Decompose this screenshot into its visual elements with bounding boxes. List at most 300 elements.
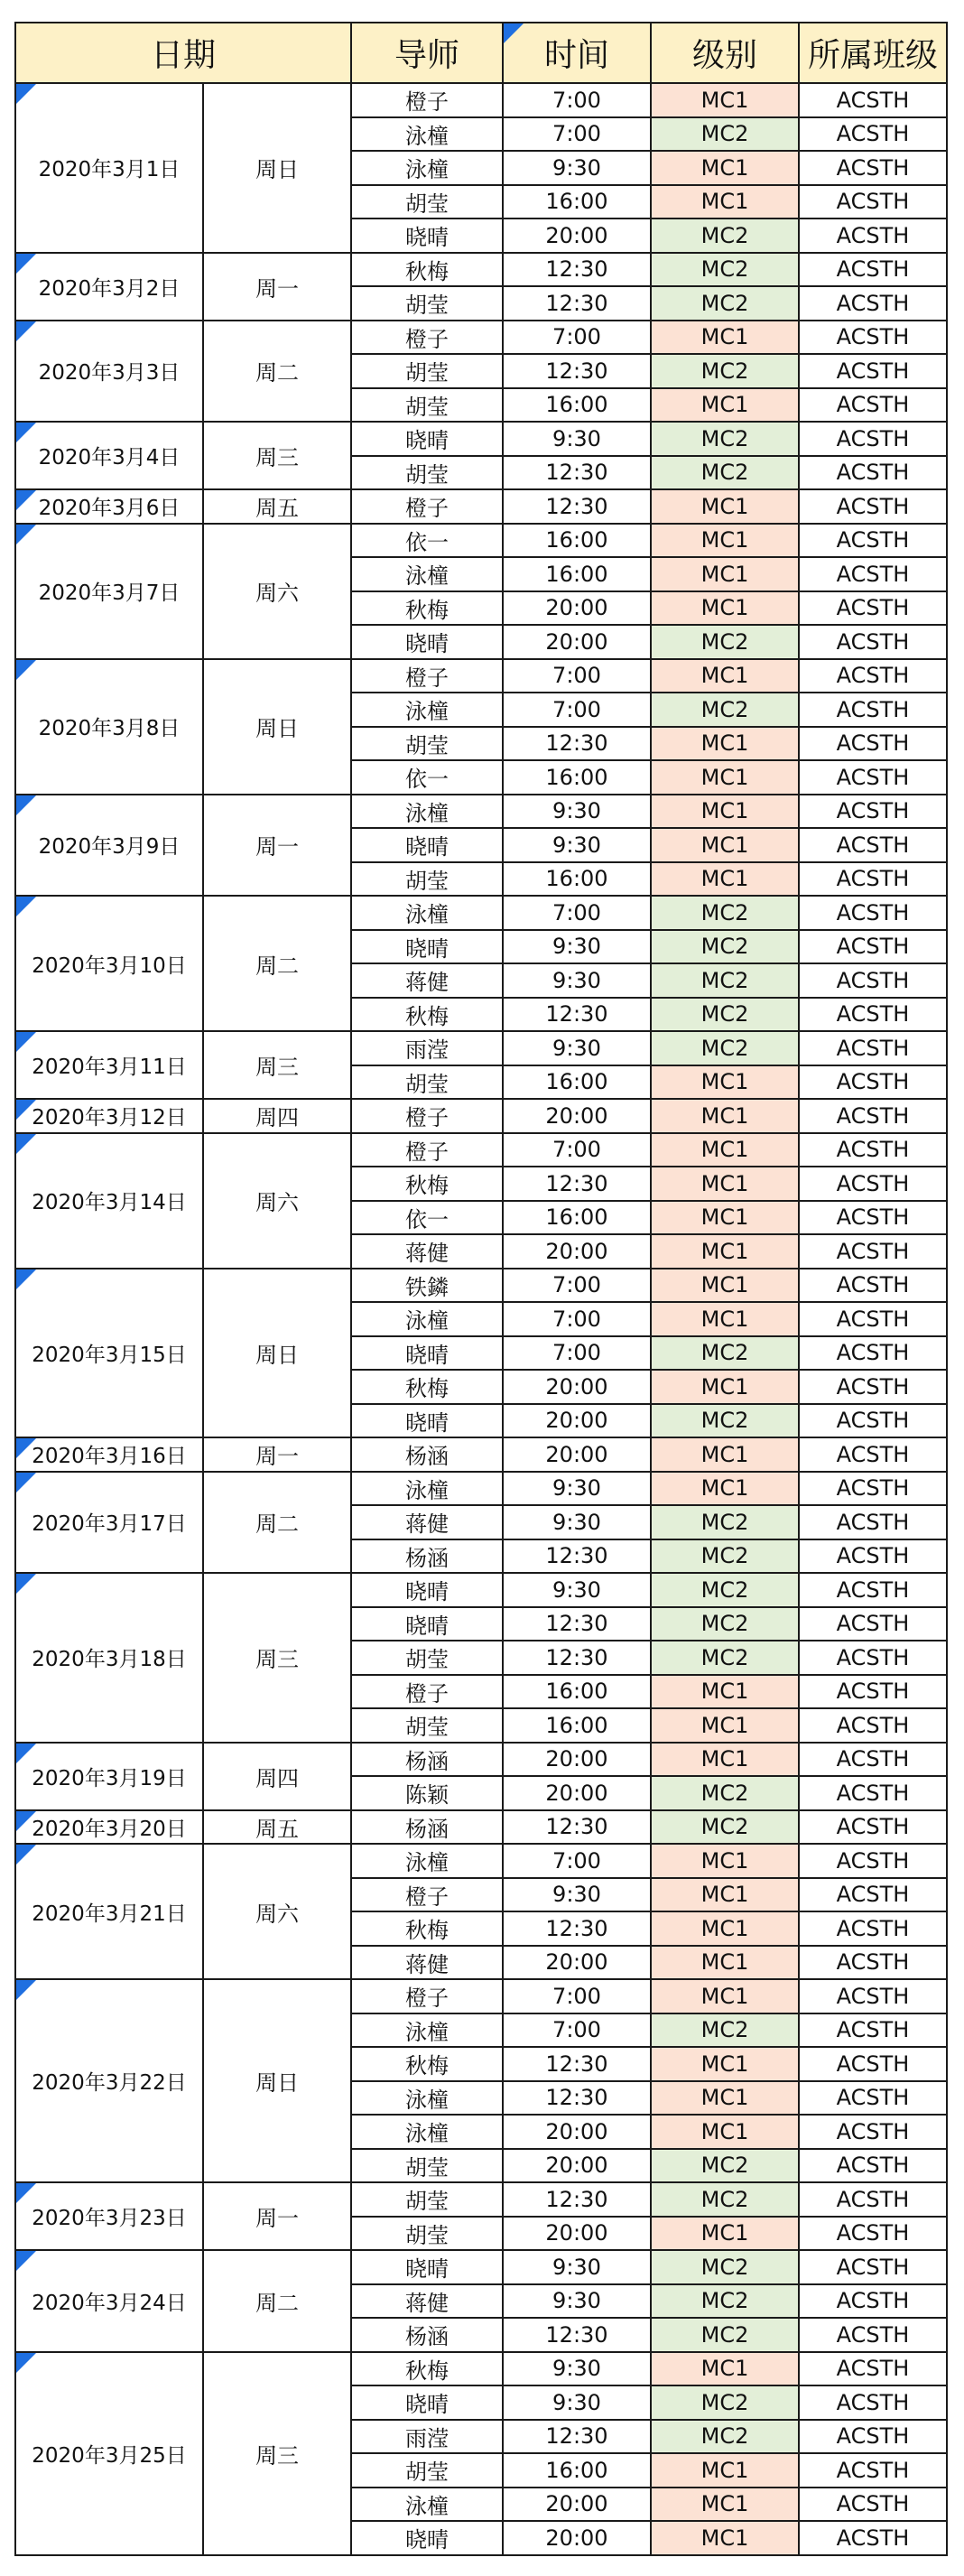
date-cell[interactable]: 2020年3月14日: [15, 1133, 203, 1269]
level-cell[interactable]: MC1: [651, 1743, 799, 1777]
weekday-cell[interactable]: 周二: [203, 896, 351, 1031]
time-cell[interactable]: 12:30: [503, 286, 651, 321]
time-cell[interactable]: 16:00: [503, 524, 651, 558]
time-cell[interactable]: 12:30: [503, 2047, 651, 2081]
level-cell[interactable]: MC2: [651, 625, 799, 659]
tutor-cell[interactable]: 杨涵: [351, 1743, 503, 1777]
tutor-cell[interactable]: 杨涵: [351, 1810, 503, 1845]
weekday-cell[interactable]: 周六: [203, 1133, 351, 1269]
tutor-cell[interactable]: 晓晴: [351, 930, 503, 964]
weekday-cell[interactable]: 周一: [203, 2182, 351, 2250]
time-cell[interactable]: 20:00: [503, 591, 651, 626]
tutor-cell[interactable]: 胡莹: [351, 2217, 503, 2251]
tutor-cell[interactable]: 依一: [351, 760, 503, 795]
level-cell[interactable]: MC1: [651, 1472, 799, 1506]
class-cell[interactable]: ACSTH: [799, 1708, 947, 1743]
class-cell[interactable]: ACSTH: [799, 1370, 947, 1404]
level-cell[interactable]: MC2: [651, 456, 799, 490]
time-cell[interactable]: 12:30: [503, 1167, 651, 1201]
class-cell[interactable]: ACSTH: [799, 388, 947, 423]
time-cell[interactable]: 20:00: [503, 1099, 651, 1133]
class-cell[interactable]: ACSTH: [799, 2149, 947, 2183]
time-cell[interactable]: 16:00: [503, 557, 651, 591]
class-cell[interactable]: ACSTH: [799, 2453, 947, 2488]
class-cell[interactable]: ACSTH: [799, 2284, 947, 2319]
class-cell[interactable]: ACSTH: [799, 2217, 947, 2251]
date-cell[interactable]: 2020年3月10日: [15, 896, 203, 1031]
class-cell[interactable]: ACSTH: [799, 2420, 947, 2454]
time-cell[interactable]: 20:00: [503, 1743, 651, 1777]
level-cell[interactable]: MC2: [651, 1573, 799, 1607]
level-cell[interactable]: MC1: [651, 2352, 799, 2386]
class-cell[interactable]: ACSTH: [799, 2521, 947, 2555]
class-cell[interactable]: ACSTH: [799, 1336, 947, 1371]
tutor-cell[interactable]: 晓晴: [351, 2250, 503, 2284]
time-cell[interactable]: 12:30: [503, 1641, 651, 1675]
time-cell[interactable]: 12:30: [503, 1810, 651, 1845]
weekday-cell[interactable]: 周三: [203, 1573, 351, 1743]
weekday-cell[interactable]: 周六: [203, 524, 351, 659]
time-cell[interactable]: 20:00: [503, 1234, 651, 1269]
class-cell[interactable]: ACSTH: [799, 1911, 947, 1946]
time-cell[interactable]: 9:30: [503, 1472, 651, 1506]
time-cell[interactable]: 20:00: [503, 219, 651, 253]
tutor-cell[interactable]: 晓晴: [351, 828, 503, 862]
class-cell[interactable]: ACSTH: [799, 659, 947, 693]
class-cell[interactable]: ACSTH: [799, 828, 947, 862]
level-cell[interactable]: MC1: [651, 862, 799, 897]
time-cell[interactable]: 9:30: [503, 2250, 651, 2284]
class-cell[interactable]: ACSTH: [799, 2182, 947, 2217]
level-cell[interactable]: MC1: [651, 727, 799, 761]
class-cell[interactable]: ACSTH: [799, 1743, 947, 1777]
time-cell[interactable]: 16:00: [503, 760, 651, 795]
time-cell[interactable]: 7:00: [503, 1844, 651, 1878]
time-cell[interactable]: 9:30: [503, 2385, 651, 2420]
weekday-cell[interactable]: 周一: [203, 253, 351, 321]
tutor-cell[interactable]: 蒋健: [351, 2284, 503, 2319]
weekday-cell[interactable]: 周二: [203, 321, 351, 423]
tutor-cell[interactable]: 胡莹: [351, 1641, 503, 1675]
class-cell[interactable]: ACSTH: [799, 2013, 947, 2048]
tutor-cell[interactable]: 胡莹: [351, 286, 503, 321]
class-cell[interactable]: ACSTH: [799, 422, 947, 456]
weekday-cell[interactable]: 周日: [203, 1269, 351, 1438]
class-cell[interactable]: ACSTH: [799, 2047, 947, 2081]
level-cell[interactable]: MC1: [651, 591, 799, 626]
class-cell[interactable]: ACSTH: [799, 2352, 947, 2386]
time-cell[interactable]: 7:00: [503, 693, 651, 727]
time-cell[interactable]: 9:30: [503, 795, 651, 829]
tutor-cell[interactable]: 晓晴: [351, 422, 503, 456]
date-cell[interactable]: 2020年3月6日: [15, 489, 203, 524]
time-cell[interactable]: 9:30: [503, 2284, 651, 2319]
level-cell[interactable]: MC1: [651, 1302, 799, 1336]
class-cell[interactable]: ACSTH: [799, 591, 947, 626]
class-cell[interactable]: ACSTH: [799, 760, 947, 795]
level-cell[interactable]: MC2: [651, 117, 799, 152]
time-cell[interactable]: 20:00: [503, 1946, 651, 1980]
weekday-cell[interactable]: 周日: [203, 659, 351, 795]
class-cell[interactable]: ACSTH: [799, 1234, 947, 1269]
tutor-cell[interactable]: 秋梅: [351, 1370, 503, 1404]
level-cell[interactable]: MC2: [651, 2013, 799, 2048]
time-cell[interactable]: 9:30: [503, 828, 651, 862]
tutor-cell[interactable]: 晓晴: [351, 625, 503, 659]
tutor-cell[interactable]: 胡莹: [351, 2453, 503, 2488]
tutor-cell[interactable]: 晓晴: [351, 219, 503, 253]
class-cell[interactable]: ACSTH: [799, 1031, 947, 1065]
time-cell[interactable]: 20:00: [503, 2217, 651, 2251]
time-cell[interactable]: 16:00: [503, 1201, 651, 1235]
class-cell[interactable]: ACSTH: [799, 1641, 947, 1675]
tutor-cell[interactable]: 秋梅: [351, 591, 503, 626]
date-cell[interactable]: 2020年3月16日: [15, 1437, 203, 1472]
tutor-cell[interactable]: 依一: [351, 1201, 503, 1235]
date-cell[interactable]: 2020年3月17日: [15, 1472, 203, 1574]
tutor-cell[interactable]: 晓晴: [351, 2521, 503, 2555]
class-cell[interactable]: ACSTH: [799, 1878, 947, 1912]
weekday-cell[interactable]: 周二: [203, 1472, 351, 1574]
level-cell[interactable]: MC1: [651, 2488, 799, 2522]
class-cell[interactable]: ACSTH: [799, 489, 947, 524]
level-cell[interactable]: MC1: [651, 1437, 799, 1472]
time-cell[interactable]: 9:30: [503, 151, 651, 185]
tutor-cell[interactable]: 胡莹: [351, 1708, 503, 1743]
date-cell[interactable]: 2020年3月19日: [15, 1743, 203, 1810]
time-cell[interactable]: 16:00: [503, 1708, 651, 1743]
class-cell[interactable]: ACSTH: [799, 2081, 947, 2116]
level-cell[interactable]: MC2: [651, 1810, 799, 1845]
class-cell[interactable]: ACSTH: [799, 862, 947, 897]
tutor-cell[interactable]: 晓晴: [351, 1404, 503, 1438]
class-cell[interactable]: ACSTH: [799, 1573, 947, 1607]
date-cell[interactable]: 2020年3月21日: [15, 1844, 203, 1979]
tutor-cell[interactable]: 杨涵: [351, 1437, 503, 1472]
date-cell[interactable]: 2020年3月15日: [15, 1269, 203, 1438]
weekday-cell[interactable]: 周日: [203, 83, 351, 253]
class-cell[interactable]: ACSTH: [799, 151, 947, 185]
time-cell[interactable]: 16:00: [503, 388, 651, 423]
class-cell[interactable]: ACSTH: [799, 117, 947, 152]
time-cell[interactable]: 7:00: [503, 1133, 651, 1167]
class-cell[interactable]: ACSTH: [799, 1099, 947, 1133]
level-cell[interactable]: MC1: [651, 1979, 799, 2013]
weekday-cell[interactable]: 周四: [203, 1099, 351, 1133]
weekday-cell[interactable]: 周五: [203, 1810, 351, 1845]
class-cell[interactable]: ACSTH: [799, 2385, 947, 2420]
tutor-cell[interactable]: 泳橦: [351, 117, 503, 152]
class-cell[interactable]: ACSTH: [799, 1776, 947, 1810]
class-cell[interactable]: ACSTH: [799, 185, 947, 219]
level-cell[interactable]: MC1: [651, 1269, 799, 1303]
time-cell[interactable]: 12:30: [503, 2318, 651, 2352]
level-cell[interactable]: MC2: [651, 963, 799, 998]
date-cell[interactable]: 2020年3月9日: [15, 795, 203, 897]
class-cell[interactable]: ACSTH: [799, 1844, 947, 1878]
class-cell[interactable]: ACSTH: [799, 1505, 947, 1539]
time-cell[interactable]: 20:00: [503, 1370, 651, 1404]
weekday-cell[interactable]: 周一: [203, 795, 351, 897]
class-cell[interactable]: ACSTH: [799, 2115, 947, 2149]
level-cell[interactable]: MC2: [651, 219, 799, 253]
level-cell[interactable]: MC1: [651, 1708, 799, 1743]
level-cell[interactable]: MC2: [651, 930, 799, 964]
weekday-cell[interactable]: 周二: [203, 2250, 351, 2352]
class-cell[interactable]: ACSTH: [799, 930, 947, 964]
tutor-cell[interactable]: 晓晴: [351, 1607, 503, 1641]
tutor-cell[interactable]: 铁鏻: [351, 1269, 503, 1303]
time-cell[interactable]: 12:30: [503, 1539, 651, 1574]
time-cell[interactable]: 12:30: [503, 253, 651, 287]
class-cell[interactable]: ACSTH: [799, 456, 947, 490]
date-cell[interactable]: 2020年3月20日: [15, 1810, 203, 1845]
time-cell[interactable]: 20:00: [503, 2488, 651, 2522]
tutor-cell[interactable]: 泳橦: [351, 795, 503, 829]
level-cell[interactable]: MC1: [651, 1065, 799, 1100]
tutor-cell[interactable]: 杨涵: [351, 1539, 503, 1574]
tutor-cell[interactable]: 泳橦: [351, 1302, 503, 1336]
level-cell[interactable]: MC1: [651, 2047, 799, 2081]
time-cell[interactable]: 7:00: [503, 117, 651, 152]
class-cell[interactable]: ACSTH: [799, 354, 947, 388]
tutor-cell[interactable]: 泳橦: [351, 693, 503, 727]
time-cell[interactable]: 16:00: [503, 185, 651, 219]
tutor-cell[interactable]: 胡莹: [351, 862, 503, 897]
level-cell[interactable]: MC1: [651, 2521, 799, 2555]
class-cell[interactable]: ACSTH: [799, 2250, 947, 2284]
level-cell[interactable]: MC1: [651, 795, 799, 829]
tutor-cell[interactable]: 秋梅: [351, 253, 503, 287]
class-cell[interactable]: ACSTH: [799, 2488, 947, 2522]
level-cell[interactable]: MC1: [651, 321, 799, 355]
level-cell[interactable]: MC1: [651, 1133, 799, 1167]
header-date[interactable]: 日期: [15, 23, 351, 83]
level-cell[interactable]: MC1: [651, 557, 799, 591]
class-cell[interactable]: ACSTH: [799, 1269, 947, 1303]
time-cell[interactable]: 9:30: [503, 422, 651, 456]
time-cell[interactable]: 20:00: [503, 1404, 651, 1438]
level-cell[interactable]: MC2: [651, 286, 799, 321]
level-cell[interactable]: MC2: [651, 1641, 799, 1675]
tutor-cell[interactable]: 雨滢: [351, 2420, 503, 2454]
class-cell[interactable]: ACSTH: [799, 625, 947, 659]
header-class[interactable]: 所属班级: [799, 23, 947, 83]
header-tutor[interactable]: 导师: [351, 23, 503, 83]
class-cell[interactable]: ACSTH: [799, 1539, 947, 1574]
tutor-cell[interactable]: 晓晴: [351, 2385, 503, 2420]
level-cell[interactable]: MC2: [651, 253, 799, 287]
level-cell[interactable]: MC2: [651, 1539, 799, 1574]
time-cell[interactable]: 12:30: [503, 727, 651, 761]
tutor-cell[interactable]: 秋梅: [351, 998, 503, 1032]
time-cell[interactable]: 9:30: [503, 1573, 651, 1607]
tutor-cell[interactable]: 泳橦: [351, 2013, 503, 2048]
weekday-cell[interactable]: 周三: [203, 422, 351, 489]
level-cell[interactable]: MC1: [651, 1201, 799, 1235]
class-cell[interactable]: ACSTH: [799, 83, 947, 117]
level-cell[interactable]: MC2: [651, 1336, 799, 1371]
weekday-cell[interactable]: 周五: [203, 489, 351, 524]
time-cell[interactable]: 7:00: [503, 1979, 651, 2013]
tutor-cell[interactable]: 晓晴: [351, 1336, 503, 1371]
class-cell[interactable]: ACSTH: [799, 1946, 947, 1980]
tutor-cell[interactable]: 晓晴: [351, 1573, 503, 1607]
level-cell[interactable]: MC2: [651, 1404, 799, 1438]
class-cell[interactable]: ACSTH: [799, 321, 947, 355]
time-cell[interactable]: 9:30: [503, 2352, 651, 2386]
time-cell[interactable]: 16:00: [503, 2453, 651, 2488]
time-cell[interactable]: 12:30: [503, 456, 651, 490]
tutor-cell[interactable]: 泳橦: [351, 2115, 503, 2149]
tutor-cell[interactable]: 秋梅: [351, 1911, 503, 1946]
tutor-cell[interactable]: 蒋健: [351, 1234, 503, 1269]
time-cell[interactable]: 12:30: [503, 354, 651, 388]
level-cell[interactable]: MC1: [651, 185, 799, 219]
tutor-cell[interactable]: 胡莹: [351, 354, 503, 388]
level-cell[interactable]: MC2: [651, 693, 799, 727]
level-cell[interactable]: MC1: [651, 760, 799, 795]
class-cell[interactable]: ACSTH: [799, 1167, 947, 1201]
header-level[interactable]: 级别: [651, 23, 799, 83]
date-cell[interactable]: 2020年3月25日: [15, 2352, 203, 2555]
level-cell[interactable]: MC2: [651, 354, 799, 388]
class-cell[interactable]: ACSTH: [799, 253, 947, 287]
level-cell[interactable]: MC1: [651, 828, 799, 862]
class-cell[interactable]: ACSTH: [799, 1472, 947, 1506]
time-cell[interactable]: 9:30: [503, 1505, 651, 1539]
tutor-cell[interactable]: 胡莹: [351, 1065, 503, 1100]
tutor-cell[interactable]: 橙子: [351, 321, 503, 355]
class-cell[interactable]: ACSTH: [799, 1065, 947, 1100]
class-cell[interactable]: ACSTH: [799, 1675, 947, 1709]
time-cell[interactable]: 12:30: [503, 998, 651, 1032]
tutor-cell[interactable]: 橙子: [351, 1099, 503, 1133]
time-cell[interactable]: 9:30: [503, 1878, 651, 1912]
tutor-cell[interactable]: 泳橦: [351, 2488, 503, 2522]
time-cell[interactable]: 12:30: [503, 1911, 651, 1946]
level-cell[interactable]: MC1: [651, 388, 799, 423]
time-cell[interactable]: 9:30: [503, 930, 651, 964]
tutor-cell[interactable]: 胡莹: [351, 456, 503, 490]
class-cell[interactable]: ACSTH: [799, 998, 947, 1032]
class-cell[interactable]: ACSTH: [799, 963, 947, 998]
tutor-cell[interactable]: 橙子: [351, 1133, 503, 1167]
date-cell[interactable]: 2020年3月4日: [15, 422, 203, 489]
level-cell[interactable]: MC2: [651, 2182, 799, 2217]
time-cell[interactable]: 7:00: [503, 321, 651, 355]
level-cell[interactable]: MC1: [651, 83, 799, 117]
level-cell[interactable]: MC2: [651, 1607, 799, 1641]
tutor-cell[interactable]: 泳橦: [351, 1844, 503, 1878]
time-cell[interactable]: 7:00: [503, 1336, 651, 1371]
date-cell[interactable]: 2020年3月11日: [15, 1031, 203, 1099]
class-cell[interactable]: ACSTH: [799, 795, 947, 829]
tutor-cell[interactable]: 泳橦: [351, 1472, 503, 1506]
level-cell[interactable]: MC2: [651, 1505, 799, 1539]
level-cell[interactable]: MC1: [651, 1675, 799, 1709]
time-cell[interactable]: 7:00: [503, 83, 651, 117]
time-cell[interactable]: 12:30: [503, 2182, 651, 2217]
level-cell[interactable]: MC1: [651, 151, 799, 185]
time-cell[interactable]: 12:30: [503, 489, 651, 524]
time-cell[interactable]: 16:00: [503, 1675, 651, 1709]
tutor-cell[interactable]: 杨涵: [351, 2318, 503, 2352]
tutor-cell[interactable]: 雨滢: [351, 1031, 503, 1065]
class-cell[interactable]: ACSTH: [799, 1607, 947, 1641]
class-cell[interactable]: ACSTH: [799, 557, 947, 591]
weekday-cell[interactable]: 周一: [203, 1437, 351, 1472]
tutor-cell[interactable]: 秋梅: [351, 1167, 503, 1201]
tutor-cell[interactable]: 橙子: [351, 83, 503, 117]
level-cell[interactable]: MC1: [651, 2217, 799, 2251]
date-cell[interactable]: 2020年3月3日: [15, 321, 203, 423]
tutor-cell[interactable]: 胡莹: [351, 727, 503, 761]
level-cell[interactable]: MC1: [651, 1911, 799, 1946]
time-cell[interactable]: 20:00: [503, 625, 651, 659]
date-cell[interactable]: 2020年3月12日: [15, 1099, 203, 1133]
date-cell[interactable]: 2020年3月22日: [15, 1979, 203, 2182]
time-cell[interactable]: 7:00: [503, 2013, 651, 2048]
level-cell[interactable]: MC2: [651, 2318, 799, 2352]
date-cell[interactable]: 2020年3月7日: [15, 524, 203, 659]
level-cell[interactable]: MC2: [651, 2420, 799, 2454]
time-cell[interactable]: 7:00: [503, 659, 651, 693]
time-cell[interactable]: 12:30: [503, 2420, 651, 2454]
level-cell[interactable]: MC1: [651, 524, 799, 558]
level-cell[interactable]: MC2: [651, 1031, 799, 1065]
level-cell[interactable]: MC2: [651, 998, 799, 1032]
level-cell[interactable]: MC1: [651, 2453, 799, 2488]
class-cell[interactable]: ACSTH: [799, 286, 947, 321]
level-cell[interactable]: MC2: [651, 422, 799, 456]
time-cell[interactable]: 7:00: [503, 1302, 651, 1336]
tutor-cell[interactable]: 橙子: [351, 489, 503, 524]
class-cell[interactable]: ACSTH: [799, 896, 947, 930]
time-cell[interactable]: 20:00: [503, 2149, 651, 2183]
level-cell[interactable]: MC1: [651, 1234, 799, 1269]
level-cell[interactable]: MC2: [651, 896, 799, 930]
tutor-cell[interactable]: 泳橦: [351, 557, 503, 591]
weekday-cell[interactable]: 周三: [203, 2352, 351, 2555]
date-cell[interactable]: 2020年3月8日: [15, 659, 203, 795]
date-cell[interactable]: 2020年3月1日: [15, 83, 203, 253]
level-cell[interactable]: MC1: [651, 2081, 799, 2116]
time-cell[interactable]: 7:00: [503, 1269, 651, 1303]
class-cell[interactable]: ACSTH: [799, 1201, 947, 1235]
tutor-cell[interactable]: 胡莹: [351, 185, 503, 219]
date-cell[interactable]: 2020年3月18日: [15, 1573, 203, 1743]
level-cell[interactable]: MC1: [651, 1167, 799, 1201]
time-cell[interactable]: 20:00: [503, 1776, 651, 1810]
level-cell[interactable]: MC1: [651, 2115, 799, 2149]
date-cell[interactable]: 2020年3月24日: [15, 2250, 203, 2352]
tutor-cell[interactable]: 秋梅: [351, 2047, 503, 2081]
tutor-cell[interactable]: 陈颖: [351, 1776, 503, 1810]
weekday-cell[interactable]: 周三: [203, 1031, 351, 1099]
tutor-cell[interactable]: 橙子: [351, 659, 503, 693]
class-cell[interactable]: ACSTH: [799, 1404, 947, 1438]
time-cell[interactable]: 9:30: [503, 963, 651, 998]
tutor-cell[interactable]: 橙子: [351, 1878, 503, 1912]
tutor-cell[interactable]: 蒋健: [351, 1946, 503, 1980]
level-cell[interactable]: MC2: [651, 2149, 799, 2183]
class-cell[interactable]: ACSTH: [799, 524, 947, 558]
tutor-cell[interactable]: 秋梅: [351, 2352, 503, 2386]
tutor-cell[interactable]: 胡莹: [351, 2182, 503, 2217]
weekday-cell[interactable]: 周六: [203, 1844, 351, 1979]
class-cell[interactable]: ACSTH: [799, 1437, 947, 1472]
